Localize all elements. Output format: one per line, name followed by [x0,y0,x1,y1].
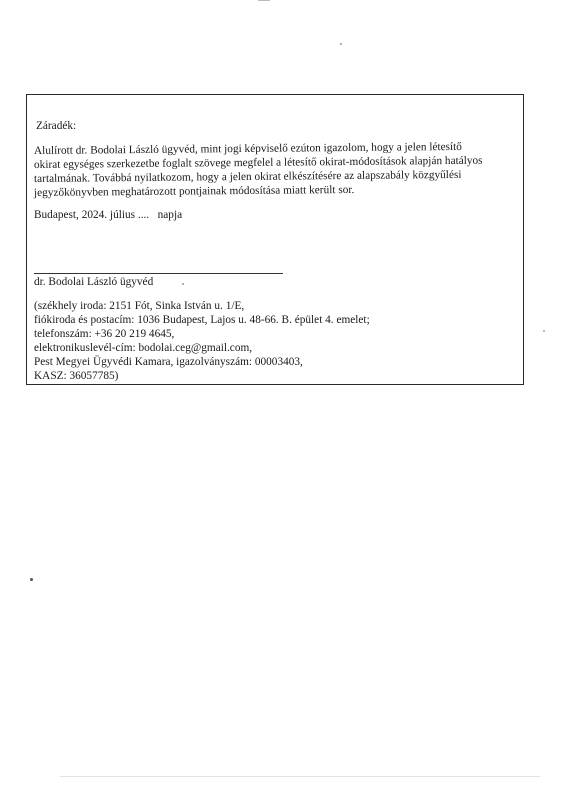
paragraph-line-2: okirat egységes szerkezetbe foglalt szövege megfelel a létesítő okirat-módosítások alapján hatályos [33,154,483,171]
scan-speck [543,330,545,332]
scan-speck [340,43,342,45]
contact-line-2: fiókiroda és postacím: 1036 Budapest, Lajos u. 48-66. B. épület 4. emelet; [34,314,370,326]
signature-line [34,273,283,274]
scan-speck [182,283,184,285]
contact-line-1: (székhely iroda: 2151 Fót, Sinka István u. 1/E, [34,300,245,312]
date-line: Budapest, 2024. július .... napja [34,209,183,221]
paragraph-line-1: Alulírott dr. Bodolai László ügyvéd, mint jogi képviselő ezúton igazolom, hogy a jelen létesítő [33,140,462,157]
contact-line-5: Pest Megyei Ügyvédi Kamara, igazolványszám: 00003403, [34,356,303,368]
scan-artifact-top [258,0,270,2]
contact-line-4: elektronikuslevél-cím: bodolai.ceg@gmail.com, [34,342,253,354]
scan-artifact-bottom [60,776,540,777]
paragraph-line-4: jegyzőkönyvben meghatározott pontjainak módosítása miatt került sor. [33,183,355,199]
paragraph-line-3: tartalmának. Továbbá nyilatkozom, hogy a jelen okirat elkészítésére az alapszabály közgyűlési [33,168,462,185]
scan-speck [30,578,33,581]
contact-line-6: KASZ: 36057785) [34,370,119,382]
contact-line-3: telefonszám: +36 20 219 4645, [34,328,175,340]
clause-heading: Záradék: [36,120,77,132]
signatory-name: dr. Bodolai László ügyvéd [34,276,154,288]
